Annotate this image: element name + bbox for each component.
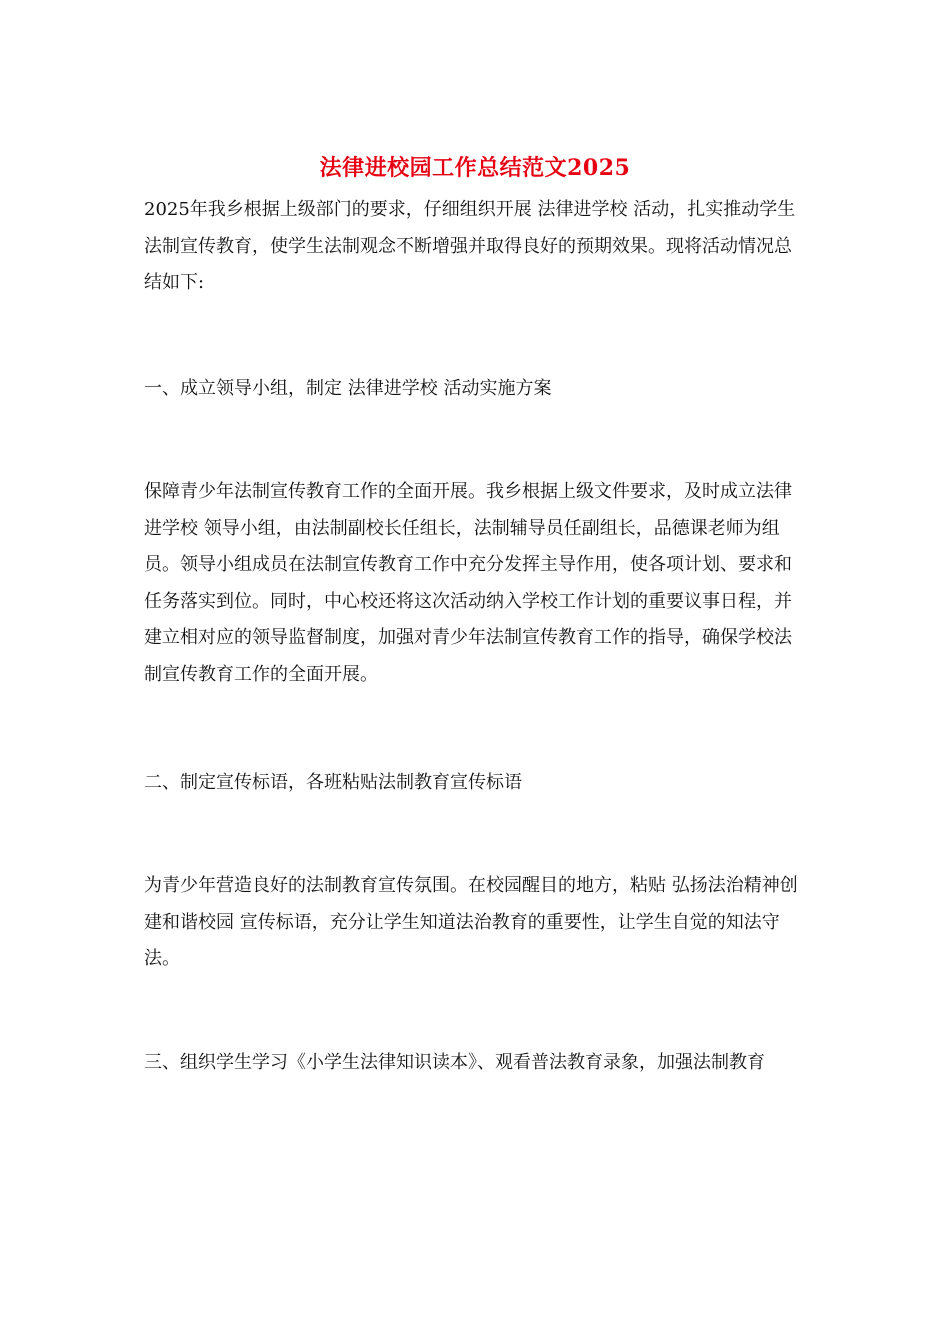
section-heading-2: 二、制定宣传标语，各班粘贴法制教育宣传标语 [144, 772, 522, 793]
section-body-2: 为青少年营造良好的法制教育宣传氛围。在校园醒目的地方，粘贴 弘扬法治精神创建和谐校园 宣传标语，充分让学生知道法治教育的重要性，让学生自觉的知法守法。 [144, 875, 798, 969]
intro-paragraph: 2025年我乡根据上级部门的要求，仔细组织开展 法律进学校 活动，扎实推动学生法制宣传教育，使学生法制观念不断增强并取得良好的预期效果。现将活动情况总结如下: [144, 199, 796, 293]
section-heading-1: 一、成立领导小组，制定 法律进学校 活动实施方案 [144, 378, 552, 399]
document-title: 法律进校园工作总结范文2025 [319, 155, 631, 181]
section-body-1: 保障青少年法制宣传教育工作的全面开展。我乡根据上级文件要求，及时成立法律进学校 领导小组，由法制副校长任组长，法制辅导员任副组长，品德课老师为组员。领导小组成员在法制宣传教育工作中充分发挥主导作用，使各项计划、要求和任务落实到位。同时，中心校还将这次活动纳入学校工作计划的重要议事日程，并建立相对应的领导监督制度，加强对青少年法制宣传教育工作的指导，确保学校法制宣传教育工作的全面开展。 [144, 481, 792, 685]
section-heading-3: 三、组织学生学习《小学生法律知识读本》、观看普法教育录象，加强法制教育 [144, 1052, 765, 1073]
